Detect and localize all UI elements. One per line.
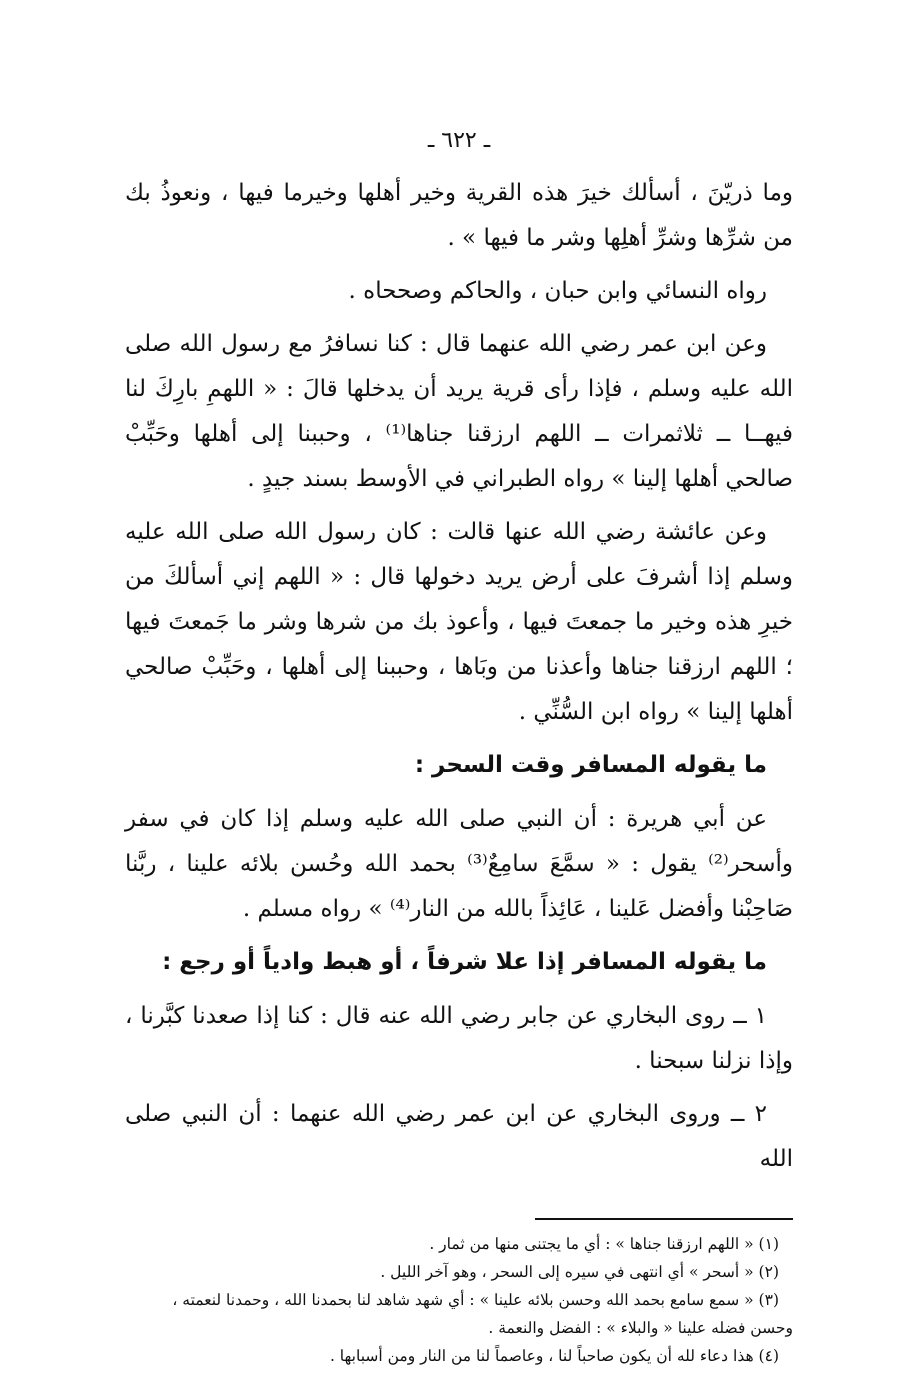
footnote-2: (٢) « أسحر » أي انتهى في سيره إلى السحر ، وهو آخر الليل . bbox=[380, 1263, 779, 1281]
paragraph-3: وعن ابن عمر رضي الله عنهما قال : كنا نسافرُ مع رسول الله صلى الله عليه وسلم ، فإذا رأى قرية يريد أن يدخلها قالَ : « اللهمِ بارِكَ لنا فيهــا ــ ثلاثمرات ــ اللهم ارزقنا جناها⁽¹⁾ ، وحببنا إلى أهلها وحَبِّبْ صالحي أهلها إلينا » رواه الطبراني في الأوسط بسند جيدٍ . bbox=[125, 331, 793, 492]
footnote-3-continuation: وحسن فضله علينا « والبلاء » : الفضل والنعمة . bbox=[488, 1319, 793, 1337]
footnote-4: (٤) هذا دعاء لله أن يكون صاحباً لنا ، وعاصماً لنا من النار ومن أسبابها . bbox=[329, 1347, 779, 1365]
paragraph-2: رواه النسائي وابن حبان ، والحاكم وصححاه . bbox=[348, 278, 767, 304]
paragraph-4: وعن عائشة رضي الله عنها قالت : كان رسول الله صلى الله عليه وسلم إذا أشرفَ على أرض يريد دخولها قال : « اللهم إني أسألكَ من خيرِ هذه وخير ما جمعتَ فيها ، وأعوذ بك من شرها وشر ما جَمعتَ فيها ؛ اللهم ارزقنا جناها وأعذنا من وبَاها ، وحببنا إلى أهلها ، وحَبِّبْ صالحي أهلها إلينا » رواه ابن السُّنِّي . bbox=[125, 519, 793, 725]
section-heading-1: ما يقوله المسافر وقت السحر : bbox=[414, 752, 767, 778]
paragraph-6: ١ ــ روى البخاري عن جابر رضي الله عنه قال : كنا إذا صعدنا كبَّرنا ، وإذا نزلنا سبحنا . bbox=[125, 1003, 793, 1074]
paragraph-5: عن أبي هريرة : أن النبي صلى الله عليه وسلم إذا كان في سفر وأسحر⁽²⁾ يقول : « سمَّعَ سامِعٌ⁽³⁾ بحمد الله وحُسن بلائه علينا ، ربَّنا صَاحِبْنا وأفضل عَلينا ، عَائِذاً بالله من النار⁽⁴⁾ » رواه مسلم . bbox=[125, 806, 793, 922]
page-number: ـ ٦٢٢ ـ bbox=[427, 128, 491, 153]
section-heading-2: ما يقوله المسافر إذا علا شرفاً ، أو هبط وادياً أو رجع : bbox=[162, 949, 767, 975]
paragraph-1: وما ذريّنَ ، أسألك خيرَ هذه القرية وخير أهلها وخيرما فيها ، ونعوذُ بك من شرِّها وشرِّ أهلِها وشر ما فيها » . bbox=[125, 180, 793, 251]
footnotes bbox=[125, 1230, 793, 1370]
footnote-divider bbox=[535, 1218, 793, 1220]
footnote-3: (٣) « سمع سامع بحمد الله وحسن بلائه علينا » : أي شهد شاهد لنا بحمدنا الله ، وحمدنا لنعمته ، bbox=[172, 1291, 779, 1309]
paragraph-7: ٢ ــ وروى البخاري عن ابن عمر رضي الله عنهما : أن النبي صلى الله bbox=[125, 1101, 793, 1172]
footnote-1: (١) « اللهم ارزقنا جناها » : أي ما يجتنى منها من ثمار . bbox=[429, 1235, 779, 1253]
